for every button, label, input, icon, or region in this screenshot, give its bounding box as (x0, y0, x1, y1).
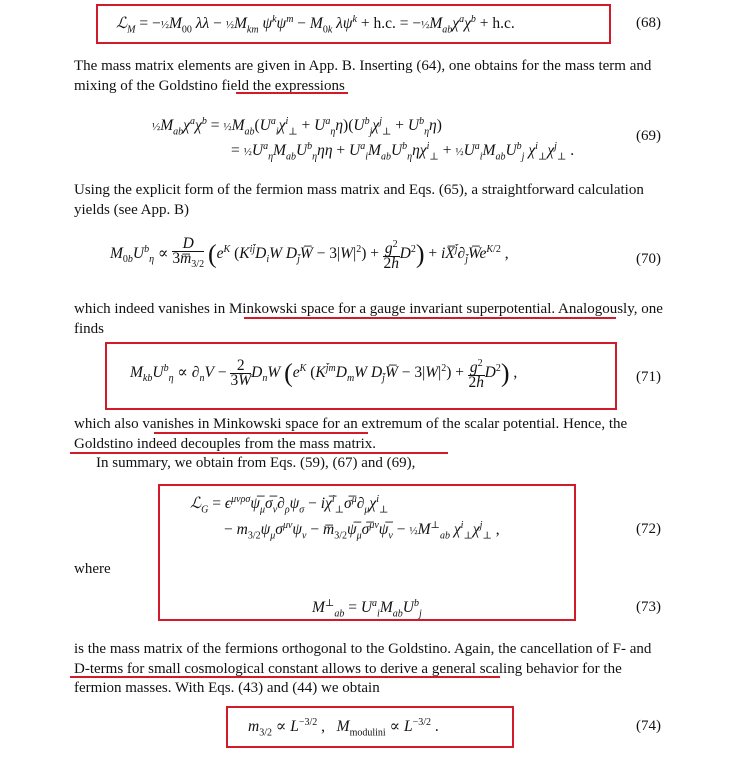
equation-71: $M_{kb}U^b_\eta \propto \partial_nV$ − $\frac{2}{3W}$ $D_nW$ ($e^K$ ($K^{j̄m}D_mW$ $D_{j̄}W̅ - 3|W|^2$) + $\frac{g^2}{2h}$ $D^2$) , (130, 357, 518, 392)
underline-goldstino-field (236, 92, 348, 94)
equation-70: $M_{0b}U^b_\eta$ ∝ $\frac{D}{3m̅_{3/2}}$ ($e^K$ ($K^{ij̄}D_iW$ $D_{j̄}W̅ - 3|W|^2$) + $\frac{g^2}{2h}$ $D^2$) + $iX̅^{j̄}\partial_{j̄}W̅e^{K/2}$ , (110, 235, 509, 273)
equation-number-70: (70) (636, 251, 661, 267)
equation-72-line1: ℒ$_G$ = $\epsilon^{\mu\nu\rho\sigma}\psi̅_\mu\sigma̅_\nu\partial_\rho\psi_\sigma$ − $i\chi̅^i_\perp\sigma̅^\mu\partial_\mu\chi^i_\perp$ (190, 494, 389, 516)
underline-vanishes-minkowski (154, 432, 368, 434)
equation-68: ℒ$_M$ = $-\frac{1}{2}M_{00}$ $\lambda\lambda - \frac{1}{2}M_{km}$ $\psi^k\psi^m - M_{0k}$ $\lambda\psi^k + h.c$. = $-\frac{1}{2}M_{ab}\chi^a\chi^b + h.c$. (116, 14, 515, 36)
equation-73: $M^\perp_{ab} = U^a_iM_{ab}U^b_j$ (312, 598, 422, 620)
equation-69-line1: $\frac{1}{2}M_{ab}\chi^a\chi^b$ = $\frac{1}{2}M_{ab}(U^a_i\chi^i_\perp + U^a_\eta\eta)(U^b_j\chi^j_\perp + U^b_\eta\eta)$ (152, 116, 442, 138)
equation-72-line2: − $m_{3/2}\psi_\mu\sigma^{\mu\nu}\psi_\nu$ − $m̅_{3/2}\psi̅_\mu\sigma̅^{\mu\nu}\psi̅_\nu$ − $\frac{1}{2}M^\perp_{ab}$ $\chi^i_\perp\chi^j_\perp$ , (224, 520, 500, 542)
equation-number-72: (72) (636, 521, 661, 537)
underline-f-d-terms (70, 676, 500, 678)
equation-74: $m_{3/2} \propto L^{-3/2}$ , $M_{modulini} \propto L^{-3/2}$ . (248, 717, 439, 739)
equation-69-line2: = $\frac{1}{2}U^a_\eta M_{ab}U^b_\eta\eta\eta + U^a_iM_{ab}U^b_\eta\eta\chi^i_\perp$ + $\frac{1}{2}U^a_iM_{ab}U^b_j$ $\chi^i_\perp\chi^j_\perp$ . (231, 141, 575, 163)
equation-number-68: (68) (636, 15, 661, 31)
equation-number-74: (74) (636, 718, 661, 734)
equation-number-69: (69) (636, 128, 661, 144)
paragraph-2: Using the explicit form of the fermion mass matrix and Eqs. (65), a straightforward calculation yields (see App. B) (74, 182, 644, 218)
where-label: where (74, 561, 111, 577)
paragraph-4: which also vanishes in Minkowski space for an extremum of the scalar potential. Hence, the Goldstino indeed decouples from the mass matrix. (74, 416, 628, 452)
paragraph-3: which indeed vanishes in Minkowski space for a gauge invariant superpotential. Analogously, one finds (74, 301, 663, 337)
underline-minkowski-gauge (244, 317, 616, 319)
paragraph-5: In summary, we obtain from Eqs. (59), (67) and (69), (96, 455, 416, 471)
paragraph-1: The mass matrix elements are given in App. B. Inserting (64), one obtains for the mass term and mixing of the Goldstino field the expressions (74, 58, 652, 94)
equation-number-73: (73) (636, 599, 661, 615)
equation-number-71: (71) (636, 369, 661, 385)
paragraph-6: is the mass matrix of the fermions orthogonal to the Goldstino. Again, the cancellation of F- and D-terms for small cosmological constant allows to derive a general scaling behavior for the fermion masses. With Eqs. (43) and (44) we obtain (74, 641, 652, 696)
